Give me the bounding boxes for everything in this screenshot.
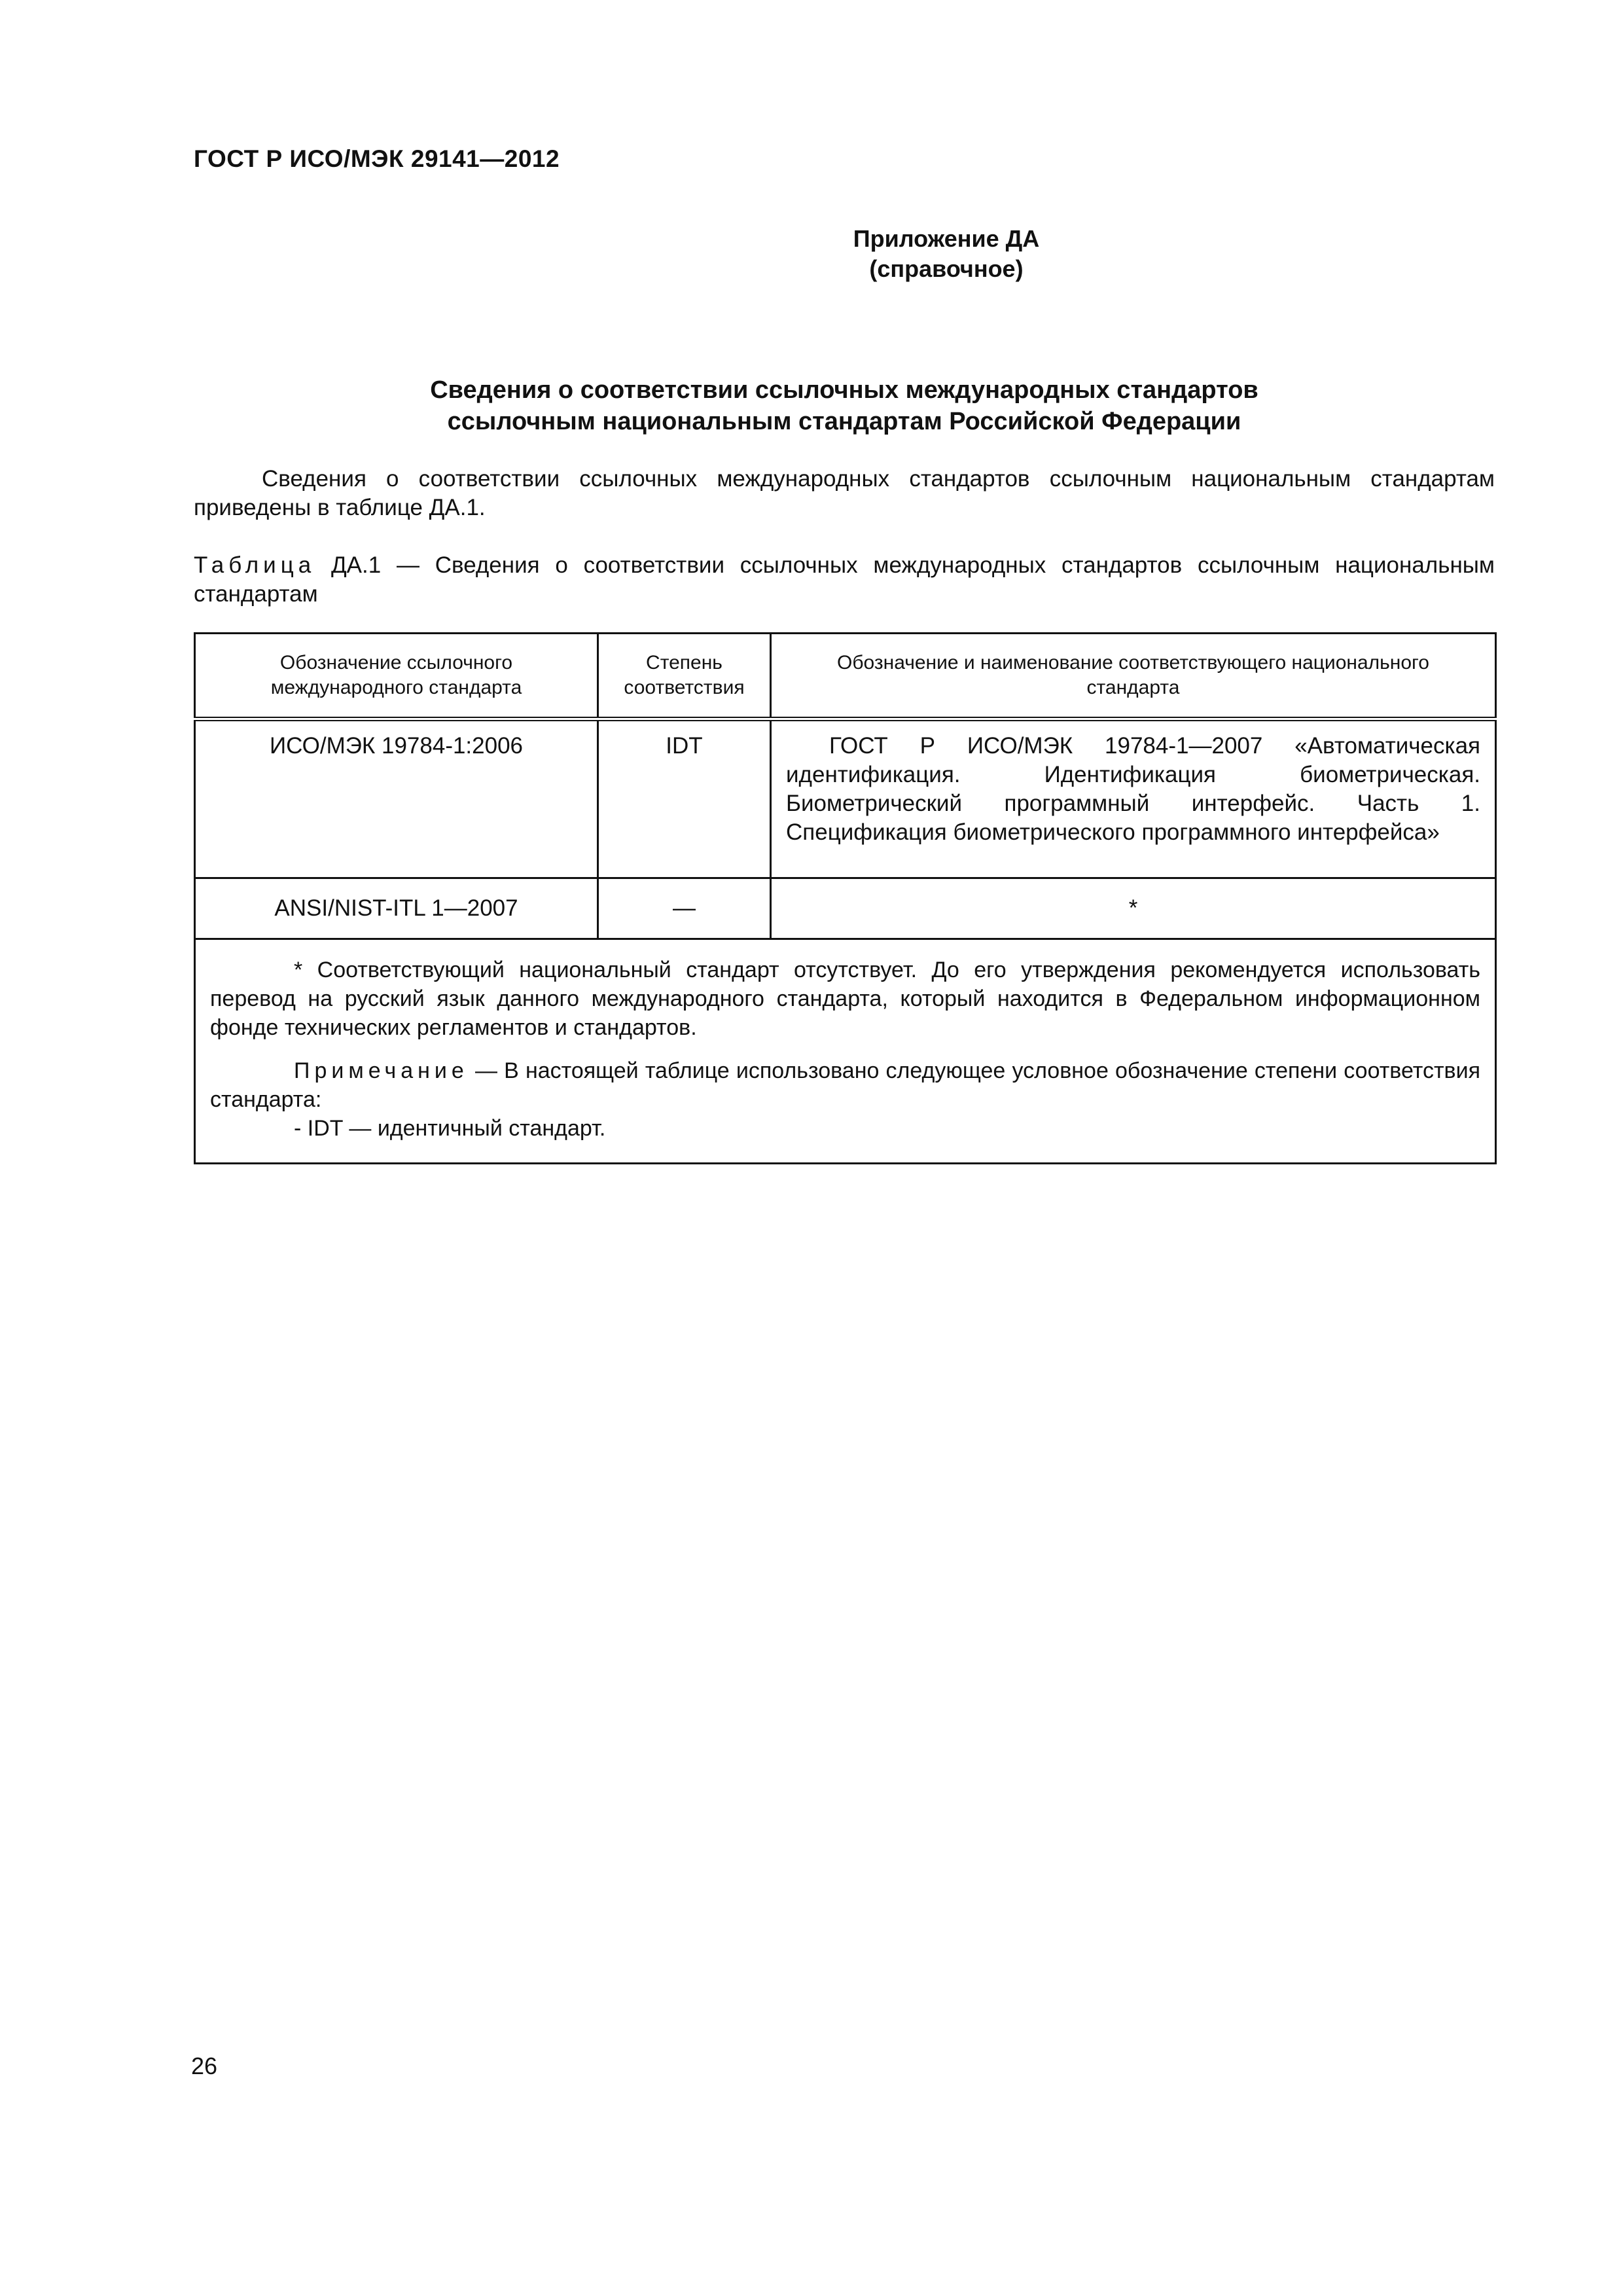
header-degree: Степень соответствия <box>598 634 771 719</box>
note-item: - IDT — идентичный стандарт. <box>294 1116 606 1141</box>
table-caption <box>194 551 1495 609</box>
table-caption-text: ДА.1 — Сведения о соответствии ссылочных международных стандартов ссылочным национальным стандартам <box>194 552 1495 607</box>
national-standard-cell: ГОСТ Р ИСО/МЭК 19784-1—2007 «Автоматическая идентификация. Идентификация биометрическая. Биометрический программный интерфейс. Часть 1. Спецификация биометрического программного интерфейса» <box>771 719 1496 878</box>
section-title-line-2: ссылочным национальным стандартам Российской Федерации <box>447 408 1241 435</box>
appendix-title: Приложение ДА <box>853 225 1040 252</box>
table-footnote-row <box>195 939 1496 1164</box>
document-code-header: ГОСТ Р ИСО/МЭК 29141—2012 <box>194 145 560 172</box>
section-title-line-1: Сведения о соответствии ссылочных международных стандартов <box>430 376 1258 404</box>
note-label: Примечание <box>294 1058 469 1083</box>
section-title <box>194 374 1495 437</box>
table-note <box>210 1056 1480 1114</box>
note-text: — В настоящей таблице использовано следующее условное обозначение степени соответствия стандарта: <box>210 1058 1480 1112</box>
header-national-standard: Обозначение и наименование соответствующего национального стандарта <box>771 634 1496 719</box>
intl-standard-cell: ИСО/МЭК 19784-1:2006 <box>195 719 598 878</box>
standards-correspondence-table <box>194 632 1497 1164</box>
footnote-cell <box>195 939 1496 1164</box>
table-row <box>195 719 1496 878</box>
table-row <box>195 878 1496 939</box>
table-footnote: * Соответствующий национальный стандарт отсутствует. До его утверждения рекомендуется использовать перевод на русский язык данного международного стандарта, который находится в Федеральном информационном фонде технических регламентов и стандартов. <box>210 958 1480 1040</box>
appendix-subtitle: (справочное) <box>869 255 1024 282</box>
degree-cell: IDT <box>598 719 771 878</box>
intro-paragraph: Сведения о соответствии ссылочных международных стандартов ссылочным национальным стандартам приведены в таблице ДА.1. <box>194 466 1495 520</box>
page-number: 26 <box>191 2053 218 2079</box>
table-header-row <box>195 634 1496 719</box>
degree-cell: — <box>598 878 771 939</box>
appendix-heading <box>194 224 1495 284</box>
table-caption-label: Таблица <box>194 552 316 578</box>
intl-standard-cell: ANSI/NIST-ITL 1—2007 <box>195 878 598 939</box>
national-standard-cell: * <box>771 878 1496 939</box>
header-intl-standard: Обозначение ссылочного международного стандарта <box>195 634 598 719</box>
